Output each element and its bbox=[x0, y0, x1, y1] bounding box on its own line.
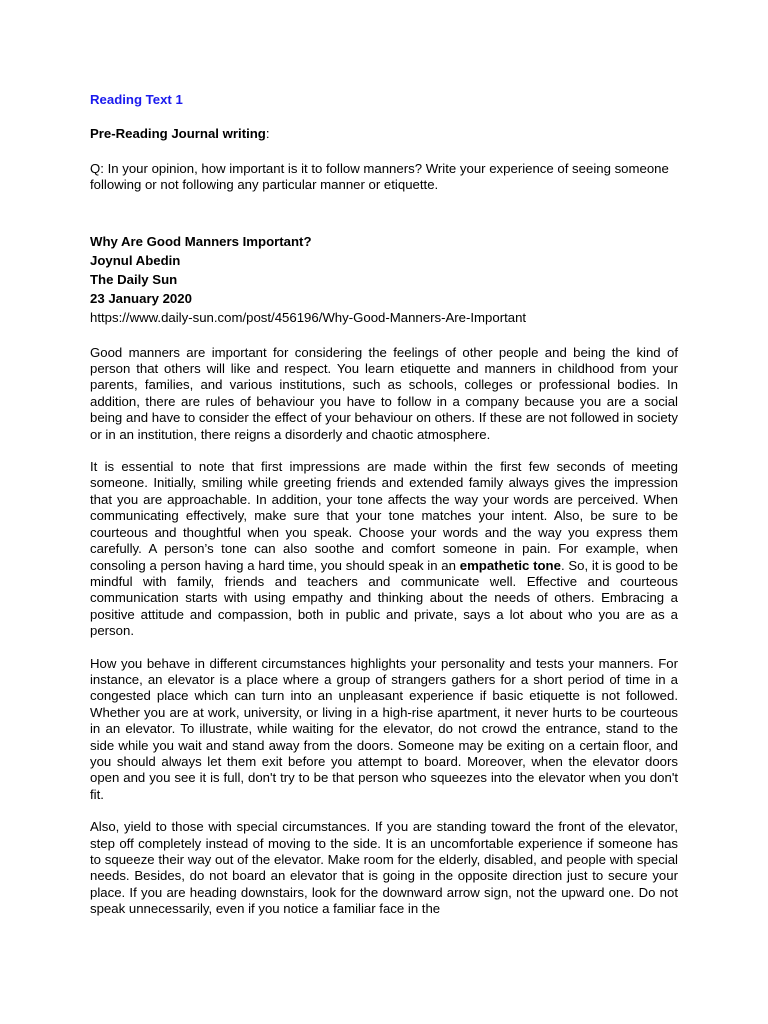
paragraph-2 bbox=[90, 459, 678, 639]
journal-question: Q: In your opinion, how important is it to follow manners? Write your experience of seeing someone following or not following any particular manner or etiquette. bbox=[90, 160, 669, 193]
paragraph-2-text-start: It is essential to note that first impressions are made within the first few seconds of meeting someone. Initially, smiling while greeting friends and extended family always gives the impression that you are approachable. In addition, your tone affects the way your words are perceived. When communicating effectively, make sure that your tone matches your intent. Also, be sure to be courteous and thoughtful when you speak. Choose your words and the way you express them carefully. A person’s tone can also soothe and comfort someone in pain. For example, when consoling a person having a hard time, you should speak in an bbox=[90, 459, 678, 573]
article-body bbox=[90, 345, 678, 918]
paragraph-2-text-end: . So, it is good to be mindful with family, friends and teachers and communicate well. Effective and courteous communication starts with using empathy and thinking about the needs of others. Embracing a positive attitude and compassion, both in public and private, says a lot about who you are as a person. bbox=[90, 557, 678, 639]
paragraph-2-bold-term: empathetic tone bbox=[459, 557, 561, 573]
paragraph-4: Also, yield to those with special circumstances. If you are standing toward the front of the elevator, step off completely instead of moving to the side. It is an uncomfortable experience if someone has to squeeze their way out of the elevator. Make room for the elderly, disabled, and people with special needs. Besides, do not board an elevator that is going in the opposite direction just to secure your place. If you are heading downstairs, look for the downward arrow sign, not the upward one. Do not speak unnecessarily, even if you notice a familiar face in the bbox=[90, 819, 678, 917]
article-url: https://www.daily-sun.com/post/456196/Why-Good-Manners-Are-Important bbox=[90, 309, 527, 325]
article-date: 23 January 2020 bbox=[90, 290, 192, 306]
journal-colon: : bbox=[265, 126, 270, 142]
article-author: Joynul Abedin bbox=[90, 252, 181, 268]
journal-heading bbox=[90, 126, 678, 142]
paragraph-3: How you behave in different circumstances highlights your personality and tests your manners. For instance, an elevator is a place where a group of strangers gathers for a short period of time in a congested place which can turn into an unpleasant experience if basic etiquette is not followed. Whether you are at work, university, or living in a high-rise apartment, it never hurts to be courteous in an elevator. To illustrate, while waiting for the elevator, do not crowd the entrance, stand to the side while you wait and stand away from the doors. Someone may be exiting on a certain floor, and you should always let them exit before you attempt to board. Moreover, when the elevator doors open and you see it is full, don't try to be that person who squeezes into the elevator when you don't fit. bbox=[90, 655, 678, 802]
article-publication: The Daily Sun bbox=[90, 271, 178, 287]
document-page bbox=[90, 92, 678, 918]
paragraph-1: Good manners are important for considering the feelings of other people and being the kind of person that others will like and respect. You learn etiquette and manners in childhood from your parents, families, and various institutions, such as schools, colleges or professional bodies. In addition, there are rules of behaviour you have to follow in a company because you are a social being and have to consider the effect of your behaviour on others. If these are not followed in society or in an institution, there reigns a disorderly and chaotic atmosphere. bbox=[90, 344, 678, 442]
reading-title: Reading Text 1 bbox=[90, 92, 183, 107]
article-meta bbox=[90, 232, 678, 327]
article-title: Why Are Good Manners Important? bbox=[90, 233, 312, 249]
journal-label: Pre-Reading Journal writing bbox=[90, 126, 266, 142]
